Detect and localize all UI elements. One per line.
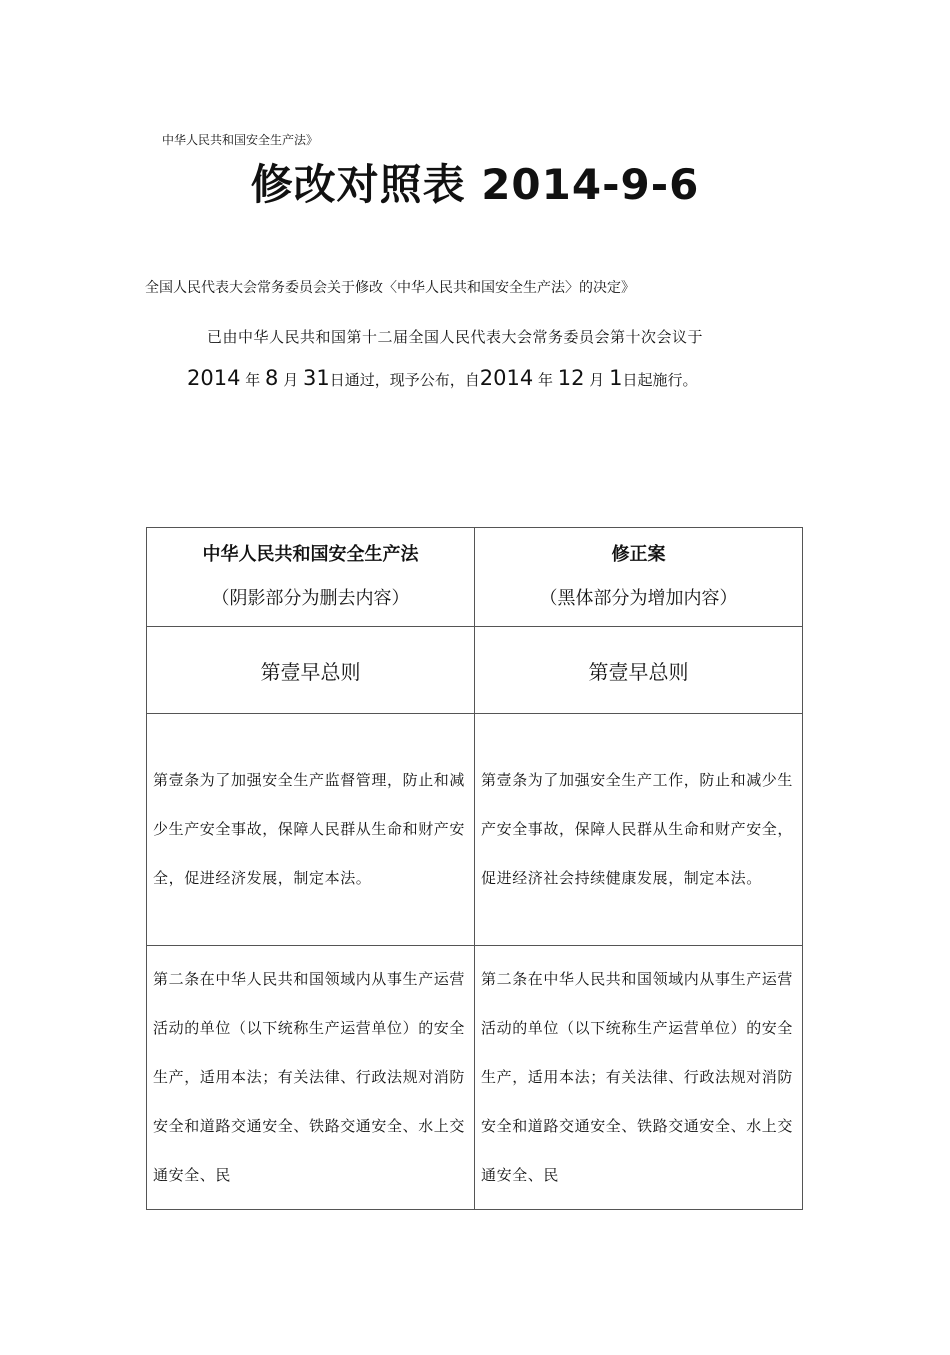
article1-original: 第壹条为了加强安全生产监督管理，防止和减少生产安全事故，保障人民群从生命和财产安全，促进经济发展，制定本法。: [147, 714, 475, 946]
pass-year: 2014: [187, 366, 241, 390]
table-row: [147, 627, 803, 714]
pass-month: 8: [265, 366, 279, 390]
pass-text: 日通过，现予公布，自: [329, 371, 480, 389]
chapter-amended: 第壹早总则: [475, 627, 803, 714]
chapter-original: 第壹早总则: [147, 627, 475, 714]
pass-day: 31: [302, 366, 330, 390]
month-char: 月: [283, 371, 299, 389]
original-law-title: 中华人民共和国安全生产法: [202, 544, 419, 565]
original-law-note: （阴影部分为删去内容）: [211, 588, 410, 609]
original-law-header: [147, 528, 475, 627]
effective-day: 1: [609, 366, 623, 390]
article2-original: 第二条在中华人民共和国领域内从事生产运营活动的单位（以下统称生产运营单位）的安全生产，适用本法；有关法律、行政法规对消防安全和道路交通安全、铁路交通安全、水上交通安全、民: [147, 946, 475, 1210]
table-row: [147, 714, 803, 946]
amendment-title: 修正案: [611, 544, 666, 565]
amendment-note: （黑体部分为增加内容）: [539, 588, 738, 609]
month-char: 月: [589, 371, 605, 389]
header-note: 中华人民共和国安全生产法》: [162, 133, 319, 147]
effective-statement: [187, 366, 697, 390]
decision-title: 全国人民代表大会常务委员会关于修改〈中华人民共和国安全生产法〉的决定》: [145, 280, 635, 296]
effective-year: 2014: [479, 366, 534, 390]
effective-text: 日起施行。: [622, 371, 698, 389]
article1-amended: 第壹条为了加强安全生产工作，防止和减少生产安全事故，保障人民群从生命和财产安全，促进经济社会持续健康发展，制定本法。: [475, 714, 803, 946]
passed-statement: 已由中华人民共和国第十二届全国人民代表大会常务委员会第十次会议于: [207, 328, 704, 346]
table-row: [147, 946, 803, 1210]
year-char: 年: [245, 371, 261, 389]
comparison-table: [146, 527, 803, 1210]
page-title: 修改对照表 2014-9-6: [250, 160, 700, 209]
amendment-header: [475, 528, 803, 627]
table-header-row: [147, 528, 803, 627]
year-char: 年: [537, 371, 553, 389]
article2-amended: 第二条在中华人民共和国领域内从事生产运营活动的单位（以下统称生产运营单位）的安全生产，适用本法；有关法律、行政法规对消防安全和道路交通安全、铁路交通安全、水上交通安全、民: [475, 946, 803, 1210]
effective-month: 12: [557, 366, 585, 390]
